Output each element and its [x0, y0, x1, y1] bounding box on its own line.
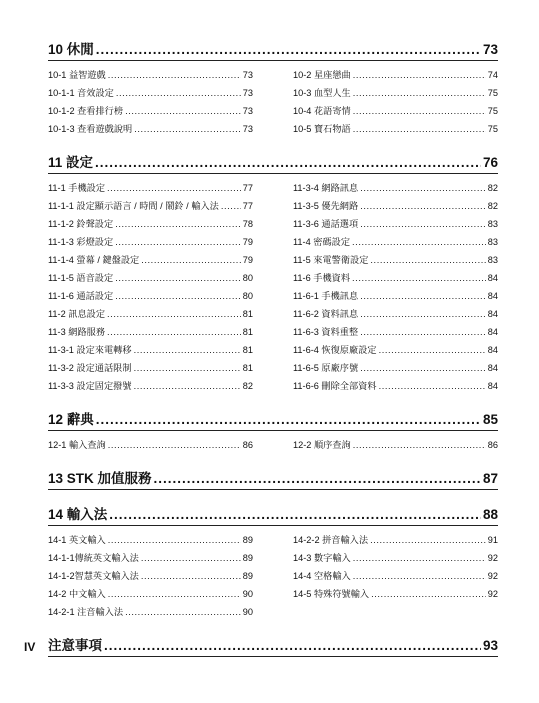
entry-page: 73 [242, 70, 253, 80]
entry-page: 78 [242, 219, 253, 229]
toc-column-left [48, 531, 253, 621]
entry-page: 84 [487, 381, 498, 391]
entry-title: 14-2-1 注音輸入法 [48, 607, 124, 617]
toc-entry[interactable] [48, 377, 253, 395]
entry-title: 11-1-2 鈴聲設定 [48, 219, 114, 229]
entry-title: 14-2 中文輸入 [48, 589, 106, 599]
entry-title: 10-3 血型人生 [293, 88, 351, 98]
toc-entry[interactable] [48, 359, 253, 377]
entry-page: 81 [242, 345, 253, 355]
section-title: 13 STK 加值服務 [48, 471, 152, 486]
section-heading[interactable] [48, 503, 498, 526]
dot-leader [353, 102, 486, 120]
toc-column-right [293, 531, 498, 621]
toc-section [48, 408, 498, 454]
toc-entry[interactable] [293, 287, 498, 305]
dot-leader [107, 323, 241, 341]
toc-entry[interactable] [293, 179, 498, 197]
entry-page: 83 [487, 237, 498, 247]
entry-title: 12-1 輸入查詢 [48, 440, 106, 450]
dot-leader [115, 233, 241, 251]
dot-leader [353, 120, 486, 138]
dot-leader [352, 269, 486, 287]
toc-section [48, 151, 498, 395]
section-heading[interactable] [48, 467, 498, 490]
entry-title: 11-1-5 語音設定 [48, 273, 114, 283]
toc-entry[interactable] [293, 197, 498, 215]
dot-leader [360, 215, 486, 233]
entry-page: 77 [242, 201, 253, 211]
entry-title: 11-6-6 刪除全部資料 [293, 381, 377, 391]
entry-page: 82 [242, 381, 253, 391]
entry-page: 83 [487, 219, 498, 229]
dot-leader [141, 251, 241, 269]
dot-leader [96, 412, 481, 427]
entry-title: 14-4 空格輸入 [293, 571, 351, 581]
dot-leader [125, 603, 241, 621]
entry-title: 14-5 特殊符號輸入 [293, 589, 370, 599]
page-number: IV [24, 640, 36, 654]
entry-title: 14-2-2 拼音輸入法 [293, 535, 369, 545]
entry-page: 73 [242, 88, 253, 98]
dot-leader [370, 251, 485, 269]
entry-page: 90 [242, 607, 253, 617]
toc-entry[interactable] [48, 179, 253, 197]
entry-page: 82 [487, 183, 498, 193]
entry-title: 14-1-2智慧英文輸入法 [48, 571, 139, 581]
toc-entry[interactable] [293, 436, 498, 454]
toc-column-right [293, 66, 498, 138]
toc-entry[interactable] [293, 341, 498, 359]
toc-entry[interactable] [293, 323, 498, 341]
entry-page: 75 [487, 88, 498, 98]
entry-page: 74 [487, 70, 498, 80]
entry-page: 80 [242, 273, 253, 283]
dot-leader [107, 305, 241, 323]
entry-title: 11-3 網路服務 [48, 327, 106, 337]
entry-page: 75 [487, 124, 498, 134]
dot-leader [360, 179, 486, 197]
dot-leader [360, 305, 486, 323]
dot-leader [134, 377, 241, 395]
dot-leader [134, 120, 241, 138]
toc-entry[interactable] [293, 377, 498, 395]
toc-entry[interactable] [293, 215, 498, 233]
section-title: 11 設定 [48, 155, 94, 170]
entry-title: 11-1-6 通話設定 [48, 291, 114, 301]
dot-leader [379, 341, 486, 359]
toc-entry[interactable] [48, 269, 253, 287]
toc-column-right [293, 179, 498, 395]
toc-entry[interactable] [48, 120, 253, 138]
entry-title: 11-3-5 優先網路 [293, 201, 359, 211]
section-heading[interactable] [48, 151, 498, 174]
dot-leader [379, 377, 486, 395]
entry-page: 84 [487, 273, 498, 283]
table-of-contents [48, 38, 498, 670]
dot-leader [125, 102, 241, 120]
entry-page: 83 [487, 255, 498, 265]
dot-leader [108, 585, 241, 603]
entry-page: 84 [487, 327, 498, 337]
entry-page: 81 [242, 363, 253, 373]
dot-leader [370, 531, 486, 549]
section-page: 73 [482, 42, 498, 57]
dot-leader [221, 197, 241, 215]
dot-leader [95, 155, 481, 170]
entry-title: 10-5 寶石物語 [293, 124, 351, 134]
dot-leader [141, 567, 241, 585]
entry-page: 89 [242, 535, 253, 545]
entry-page: 89 [242, 571, 253, 581]
entry-page: 81 [242, 327, 253, 337]
entry-title: 11-1-4 螢幕 / 鍵盤設定 [48, 255, 140, 265]
toc-entry[interactable] [48, 531, 253, 549]
section-heading[interactable] [48, 408, 498, 431]
dot-leader [108, 66, 241, 84]
section-page: 88 [482, 507, 498, 522]
toc-entry[interactable] [293, 269, 498, 287]
dot-leader [154, 471, 481, 486]
dot-leader [352, 233, 486, 251]
entry-page: 73 [242, 106, 253, 116]
toc-entry[interactable] [293, 567, 498, 585]
entry-title: 11-5 來電警衛設定 [293, 255, 369, 265]
section-page: 93 [482, 638, 498, 653]
dot-leader [360, 287, 486, 305]
toc-section [48, 38, 498, 138]
entry-title: 10-1-1 音效設定 [48, 88, 114, 98]
entry-page: 86 [242, 440, 253, 450]
toc-entry[interactable] [48, 603, 253, 621]
dot-leader [353, 436, 486, 454]
entry-page: 90 [242, 589, 253, 599]
dot-leader [134, 359, 241, 377]
toc-entry[interactable] [293, 233, 498, 251]
toc-entry[interactable] [293, 531, 498, 549]
toc-entry[interactable] [48, 323, 253, 341]
entry-title: 10-2 星座戀曲 [293, 70, 351, 80]
entry-title: 11-3-6 通話選項 [293, 219, 359, 229]
toc-section [48, 467, 498, 490]
dot-leader [360, 197, 486, 215]
toc-entry[interactable] [48, 197, 253, 215]
dot-leader [104, 638, 481, 653]
entry-page: 89 [242, 553, 253, 563]
toc-entry[interactable] [293, 359, 498, 377]
entry-page: 84 [487, 363, 498, 373]
toc-entry[interactable] [48, 251, 253, 269]
toc-entry[interactable] [293, 84, 498, 102]
toc-entry[interactable] [48, 549, 253, 567]
toc-entry[interactable] [293, 102, 498, 120]
entry-title: 11-1 手機設定 [48, 183, 106, 193]
entry-page: 92 [487, 589, 498, 599]
dot-leader [96, 42, 481, 57]
toc-entry[interactable] [48, 233, 253, 251]
entry-title: 11-2 訊息設定 [48, 309, 106, 319]
toc-entry[interactable] [48, 585, 253, 603]
dot-leader [115, 269, 241, 287]
entry-title: 11-6-4 恢復原廠設定 [293, 345, 377, 355]
dot-leader [353, 549, 486, 567]
entry-title: 11-3-2 設定通話限制 [48, 363, 132, 373]
dot-leader [141, 549, 241, 567]
section-heading[interactable] [48, 38, 498, 61]
section-title: 10 休閒 [48, 42, 94, 57]
entry-page: 79 [242, 255, 253, 265]
entry-page: 84 [487, 309, 498, 319]
toc-entry[interactable] [293, 120, 498, 138]
dot-leader [360, 323, 486, 341]
toc-entry[interactable] [48, 341, 253, 359]
entry-page: 77 [242, 183, 253, 193]
toc-entry[interactable] [48, 287, 253, 305]
toc-section [48, 503, 498, 621]
toc-entry[interactable] [48, 84, 253, 102]
dot-leader [353, 66, 486, 84]
entry-page: 73 [242, 124, 253, 134]
entry-title: 11-4 密碼設定 [293, 237, 351, 247]
section-title: 注意事項 [48, 638, 102, 653]
entry-page: 92 [487, 553, 498, 563]
section-page: 87 [482, 471, 498, 486]
toc-entry[interactable] [293, 66, 498, 84]
entry-title: 10-4 花語寄情 [293, 106, 351, 116]
dot-leader [107, 179, 241, 197]
entry-title: 12-2 順序查詢 [293, 440, 351, 450]
entry-title: 11-6-2 資料訊息 [293, 309, 359, 319]
entry-title: 11-6-5 原廠序號 [293, 363, 359, 373]
toc-entry[interactable] [48, 305, 253, 323]
section-page: 85 [482, 412, 498, 427]
dot-leader [109, 507, 481, 522]
entry-page: 84 [487, 291, 498, 301]
toc-entry[interactable] [48, 436, 253, 454]
entry-page: 75 [487, 106, 498, 116]
section-title: 12 辭典 [48, 412, 94, 427]
toc-entry[interactable] [293, 305, 498, 323]
entry-title: 11-1-3 彩燈設定 [48, 237, 114, 247]
dot-leader [360, 359, 486, 377]
dot-leader [115, 215, 241, 233]
entry-page: 80 [242, 291, 253, 301]
entry-title: 11-3-4 網路訊息 [293, 183, 359, 193]
dot-leader [134, 341, 241, 359]
entry-page: 92 [487, 571, 498, 581]
entry-title: 11-6 手機資料 [293, 273, 351, 283]
entry-title: 11-3-3 設定固定撥號 [48, 381, 132, 391]
dot-leader [108, 531, 241, 549]
toc-section [48, 634, 498, 657]
entry-title: 14-3 數字輸入 [293, 553, 351, 563]
dot-leader [371, 585, 486, 603]
toc-entry[interactable] [48, 66, 253, 84]
section-title: 14 輸入法 [48, 507, 108, 522]
toc-entry[interactable] [48, 215, 253, 233]
entry-title: 14-1 英文輸入 [48, 535, 106, 545]
entry-title: 14-1-1傳統英文輸入法 [48, 553, 139, 563]
entry-title: 11-6-1 手機訊息 [293, 291, 359, 301]
section-heading[interactable] [48, 634, 498, 657]
toc-column-right [293, 436, 498, 454]
toc-column-left [48, 436, 253, 454]
entry-page: 82 [487, 201, 498, 211]
entry-title: 11-1-1 設定顯示語言 / 時間 / 鬧鈴 / 輸入法 [48, 201, 219, 211]
dot-leader [353, 84, 486, 102]
entry-page: 81 [242, 309, 253, 319]
dot-leader [116, 84, 241, 102]
toc-entry[interactable] [293, 549, 498, 567]
entry-title: 10-1 益智遊戲 [48, 70, 106, 80]
entry-title: 11-3-1 設定來電轉移 [48, 345, 132, 355]
toc-entry[interactable] [293, 585, 498, 603]
entry-title: 10-1-2 查看排行榜 [48, 106, 124, 116]
toc-entry[interactable] [48, 567, 253, 585]
dot-leader [353, 567, 486, 585]
toc-entry[interactable] [48, 102, 253, 120]
toc-column-left [48, 179, 253, 395]
section-page: 76 [482, 155, 498, 170]
entry-page: 86 [487, 440, 498, 450]
entry-page: 91 [487, 535, 498, 545]
dot-leader [115, 287, 241, 305]
dot-leader [108, 436, 241, 454]
toc-entry[interactable] [293, 251, 498, 269]
entry-title: 10-1-3 查看遊戲說明 [48, 124, 133, 134]
entry-page: 79 [242, 237, 253, 247]
entry-page: 84 [487, 345, 498, 355]
entry-title: 11-6-3 資料重整 [293, 327, 359, 337]
toc-column-left [48, 66, 253, 138]
